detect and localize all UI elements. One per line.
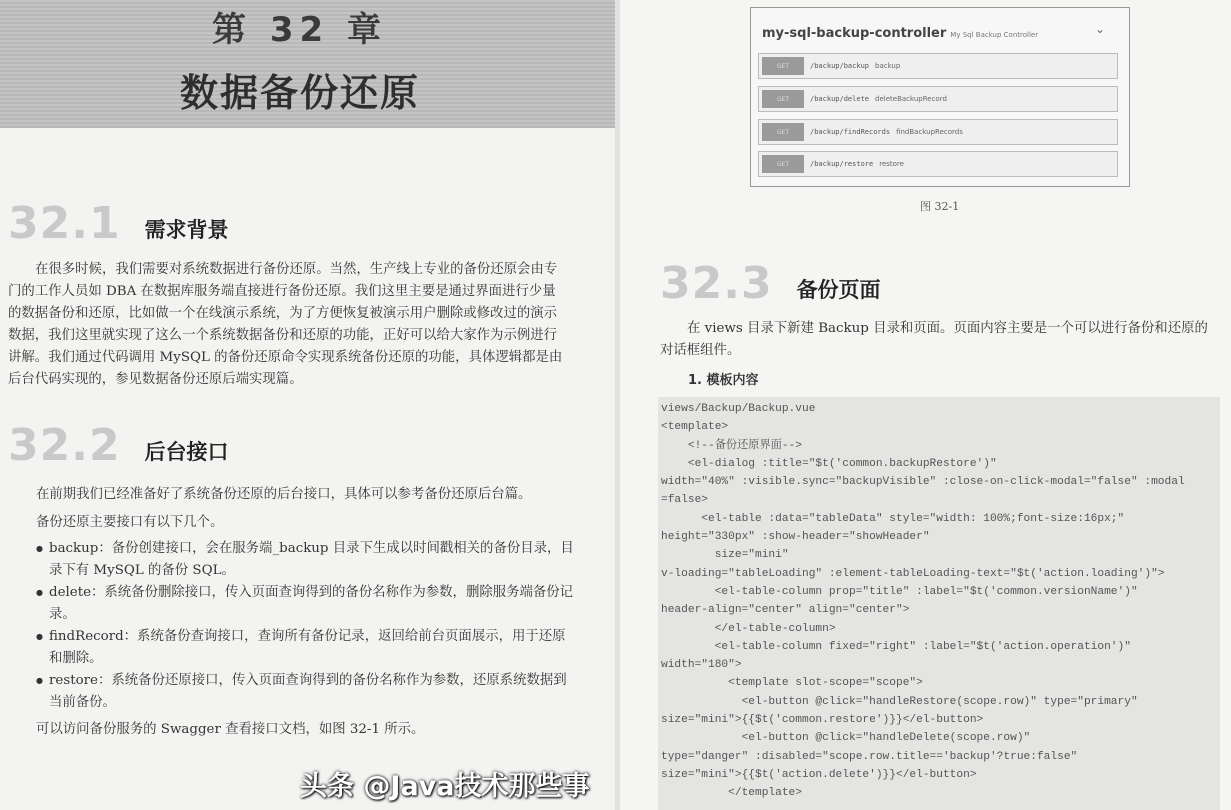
list-item: ● delete：系统备份删除接口，传入页面查询得到的备份名称作为参数，删除服务端备份记录。	[36, 582, 576, 626]
chevron-down-icon: ⌄	[1094, 22, 1105, 36]
interface-list	[36, 538, 576, 714]
section-title: 后台接口	[144, 439, 229, 464]
endpoint-desc: backup	[875, 62, 901, 70]
section-title: 备份页面	[796, 277, 881, 302]
watermark: 头条 @Java技术那些事	[300, 771, 590, 802]
section-heading-32-1	[8, 198, 229, 249]
chapter-title: 数据备份还原	[180, 71, 421, 115]
chapter-header	[0, 0, 615, 128]
swagger-figure	[750, 7, 1130, 187]
paragraph: 可以访问备份服务的 Swagger 查看接口文档，如图 32-1 所示。	[36, 722, 425, 737]
endpoint-path: /backup/findRecords	[810, 128, 891, 136]
code-block: views/Backup/Backup.vue <template> <!--备份还原界面--> <el-dialog :title="$t('common.backupRestore')" width="40%" :visible.sync="backupVisible" :close-on-click-modal="false" :modal =false> <el-table :data="tableData" style="width: 100%;font-size:16px;" height="330px" :show-header="showHeader" size="mini" v-loading="tableLoading" :element-tableLoading-text="$t('action.loading')"> <el-table-column prop="title" :label="$t('common.versionName')" header-align="center" align="center"> </el-table-column> <el-table-column fixed="right" :label="$t('action.operation')" width="180"> <template slot-scope="scope"> <el-button @click="handleRestore(scope.row)" type="primary" size="mini">{{$t('common.restore')}}</el-button> <el-button @click="handleDelete(scope.row)" type="danger" :disabled="scope.row.title=='backup'?true:false" size="mini">{{$t('action.delete')}}</el-button> </template>	[658, 397, 1220, 810]
left-page	[0, 0, 615, 810]
endpoint-desc: findBackupRecords	[896, 128, 963, 136]
section-number: 32.2	[8, 420, 121, 471]
method-badge: GET	[762, 57, 804, 75]
method-badge: GET	[762, 90, 804, 108]
endpoint-row	[758, 86, 1118, 112]
endpoint-row	[758, 151, 1118, 177]
endpoint-path: /backup/backup	[810, 62, 870, 70]
section-heading-32-3	[660, 258, 881, 309]
paragraph: 在前期我们已经准备好了系统备份还原的后台接口，具体可以参考备份还原后台篇。	[36, 487, 532, 502]
endpoint-row	[758, 53, 1118, 79]
section-title: 需求背景	[144, 217, 229, 242]
endpoint-desc: deleteBackupRecord	[875, 95, 947, 103]
endpoint-path: /backup/delete	[810, 95, 870, 103]
paragraph: 在 views 目录下新建 Backup 目录和页面。页面内容主要是一个可以进行备份和还原的对话框组件。	[660, 321, 1208, 358]
list-item: ● findRecord：系统备份查询接口，查询所有备份记录，返回给前台页面展示，用于还原和删除。	[36, 626, 576, 670]
section-number: 32.1	[8, 198, 121, 249]
list-item: ● restore：系统备份还原接口，传入页面查询得到的备份名称作为参数，还原系统数据到当前备份。	[36, 670, 576, 714]
paragraph: 在很多时候，我们需要对系统数据进行备份还原。当然，生产线上专业的备份还原会由专门的工作人员如 DBA 在数据库服务端直接进行备份还原。我们这里主要是通过界面进行少量的数据备份和还原，比如做一个在线演示系统，为了方便恢复被演示用户删除或修改过的演示数据，我们这里就实现了这么一个系统数据备份和还原的功能，正好可以给大家作为示例进行讲解。我们通过代码调用 MySQL 的备份还原命令实现系统备份还原的功能，具体逻辑都是由后台代码实现的，参见数据备份还原后端实现篇。	[8, 262, 563, 387]
section-heading-32-2	[8, 420, 229, 471]
method-badge: GET	[762, 155, 804, 173]
controller-name: my-sql-backup-controller	[762, 26, 947, 41]
figure-caption: 图 32-1	[920, 200, 960, 213]
endpoint-path: /backup/restore	[810, 160, 874, 168]
method-badge: GET	[762, 123, 804, 141]
section-number: 32.3	[660, 258, 773, 309]
controller-description: My Sql Backup Controller	[950, 31, 1039, 39]
paragraph: 备份还原主要接口有以下几个。	[36, 515, 224, 530]
endpoint-row	[758, 119, 1118, 145]
subheading: 1. 模板内容	[688, 373, 759, 388]
controller-header	[762, 26, 1038, 41]
list-item: ● backup：备份创建接口，会在服务端_backup 目录下生成以时间戳相关的备份目录，目录下有 MySQL 的备份 SQL。	[36, 538, 576, 582]
chapter-number: 第 32 章	[212, 10, 387, 50]
endpoint-desc: restore	[879, 160, 904, 168]
